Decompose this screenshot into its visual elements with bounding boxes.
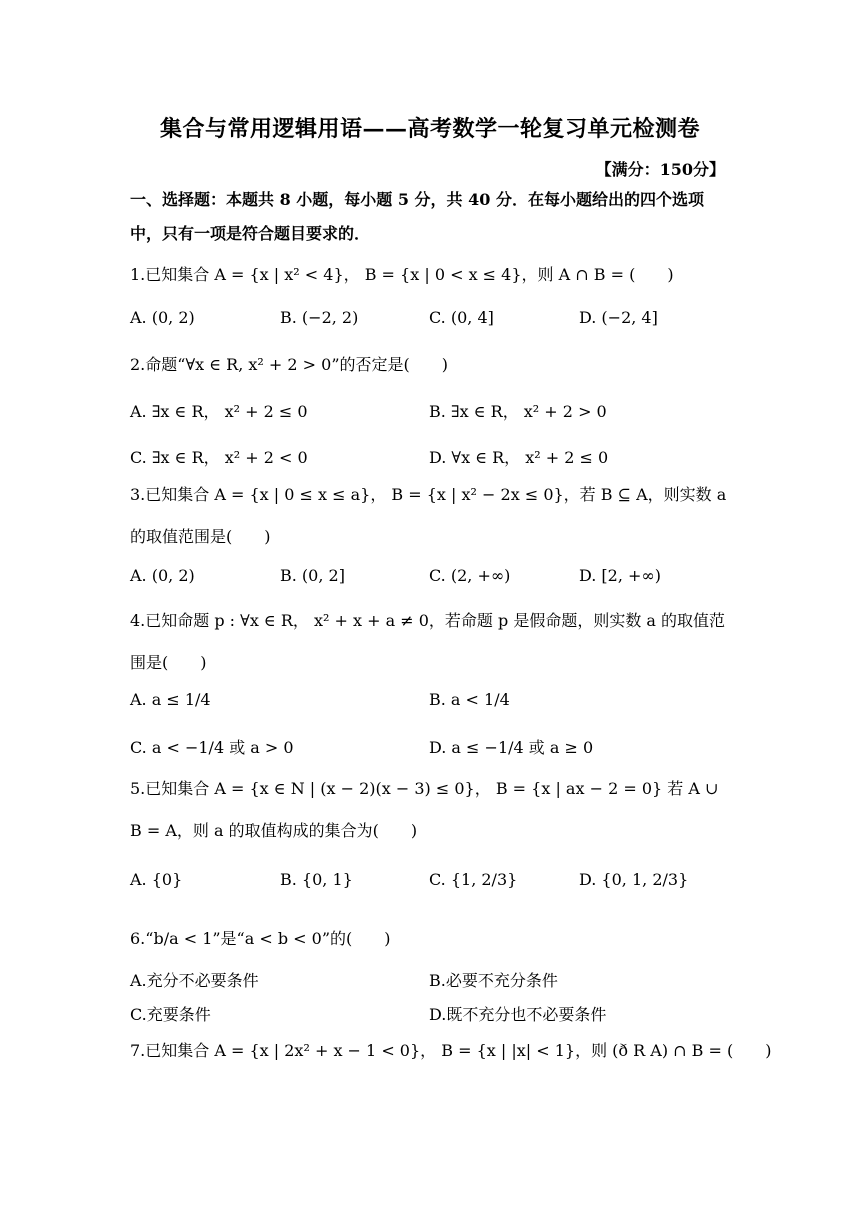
- question-6-option-a: A.充分不必要条件: [130, 971, 259, 990]
- question-7-stem: 7.已知集合 A = {x | 2x² + x − 1 < 0}， B = {x | |x| < 1}，则 (ð R A) ∩ B = ( ): [130, 1041, 772, 1060]
- question-2-option-c: C. ∃x ∈ R， x² + 2 < 0: [130, 448, 308, 467]
- question-2-option-a: A. ∃x ∈ R， x² + 2 ≤ 0: [130, 402, 308, 421]
- question-6-option-c: C.充要条件: [130, 1005, 211, 1024]
- question-2-stem: 2.命题“∀x ∈ R, x² + 2 > 0”的否定是( ): [130, 355, 448, 374]
- question-1-stem: 1.已知集合 A = {x | x² < 4}， B = {x | 0 < x ≤ 4}，则 A ∩ B = ( ): [130, 265, 674, 284]
- question-1-option-d: D. (−2, 4]: [579, 308, 658, 327]
- question-4-option-d: D. a ≤ −1/4 或 a ≥ 0: [429, 738, 594, 757]
- question-6-option-d: D.既不充分也不必要条件: [429, 1005, 607, 1024]
- question-4-option-b: B. a < 1/4: [429, 690, 510, 709]
- question-4-option-a: A. a ≤ 1/4: [130, 690, 211, 709]
- question-4-option-c: C. a < −1/4 或 a > 0: [130, 738, 294, 757]
- question-5-option-a: A. {0}: [130, 870, 183, 889]
- question-3-option-d: D. [2, +∞): [579, 566, 661, 585]
- question-5-stem: 5.已知集合 A = {x ∈ N | (x − 2)(x − 3) ≤ 0}， B = {x | ax − 2 = 0} 若 A ∪ B = A，则 a 的取值构成的集合为( ): [130, 779, 719, 840]
- question-6-option-b: B.必要不充分条件: [429, 971, 558, 990]
- question-3-stem: 3.已知集合 A = {x | 0 ≤ x ≤ a}， B = {x | x² − 2x ≤ 0}，若 B ⊆ A，则实数 a 的取值范围是( ): [130, 485, 727, 546]
- section-heading: 一、选择题：本题共 8 小题，每小题 5 分，共 40 分．在每小题给出的四个选项中，只有一项是符合题目要求的．: [130, 190, 704, 243]
- question-4-stem: 4.已知命题 p : ∀x ∈ R， x² + x + a ≠ 0，若命题 p 是假命题，则实数 a 的取值范围是( ): [130, 611, 726, 672]
- question-5-option-b: B. {0, 1}: [280, 870, 353, 889]
- full-score-label: 【满分：150分】: [595, 160, 725, 179]
- question-6-stem: 6.“b/a < 1”是“a < b < 0”的( ): [130, 929, 391, 948]
- question-3-option-a: A. (0, 2): [130, 566, 195, 585]
- question-2-option-b: B. ∃x ∈ R， x² + 2 > 0: [429, 402, 607, 421]
- question-5-option-d: D. {0, 1, 2/3}: [579, 870, 689, 889]
- question-1-option-b: B. (−2, 2): [280, 308, 359, 327]
- question-5-option-c: C. {1, 2/3}: [429, 870, 518, 889]
- question-3-option-c: C. (2, +∞): [429, 566, 511, 585]
- question-1-option-c: C. (0, 4]: [429, 308, 494, 327]
- question-1-option-a: A. (0, 2): [130, 308, 195, 327]
- question-3-option-b: B. (0, 2]: [280, 566, 345, 585]
- document-title: 集合与常用逻辑用语——高考数学一轮复习单元检测卷: [159, 116, 700, 142]
- question-2-option-d: D. ∀x ∈ R， x² + 2 ≤ 0: [429, 448, 609, 467]
